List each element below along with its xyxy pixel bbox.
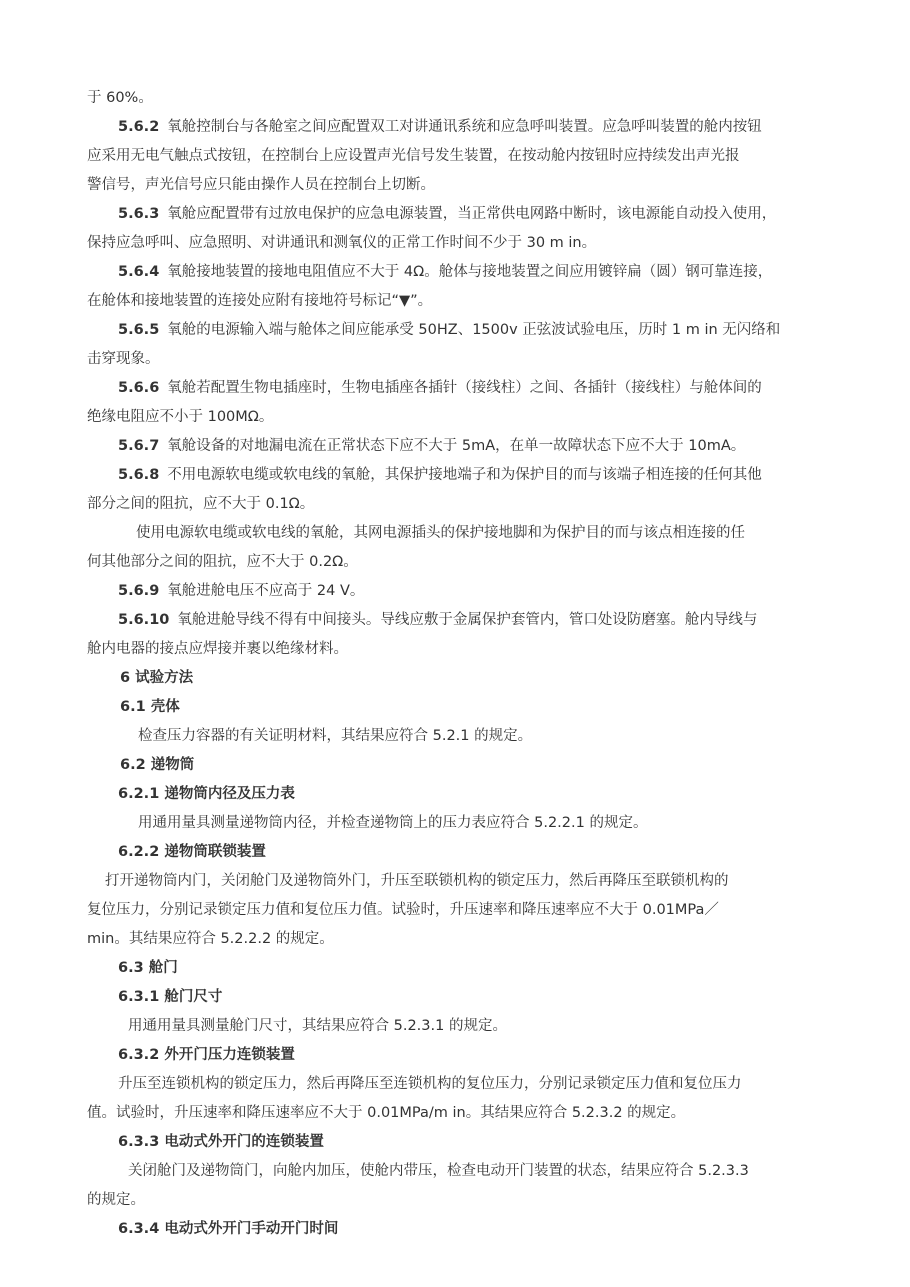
text-line bbox=[0, 316, 910, 345]
body-text: 警信号，声光信号应只能由操作人员在控制台上切断。 bbox=[87, 177, 435, 193]
document-page bbox=[0, 84, 910, 1244]
text-line bbox=[0, 229, 910, 258]
body-text: 于 60%。 bbox=[87, 90, 153, 106]
section-heading bbox=[0, 664, 910, 693]
text-line bbox=[0, 258, 910, 287]
body-text: 用通用量具测量舱门尺寸，其结果应符合 5.2.3.1 的规定。 bbox=[128, 1018, 507, 1034]
text-line bbox=[0, 867, 910, 896]
body-text: 氧舱接地装置的接地电阻值应不大于 4Ω。舱体与接地装置之间应用镀锌扁（圆）钢可靠连接， bbox=[167, 264, 773, 280]
text-line bbox=[0, 374, 910, 403]
heading-text: 6.3.2 外开门压力连锁装置 bbox=[118, 1047, 295, 1063]
body-text: 保持应急呼叫、应急照明、对讲通讯和测氧仪的正常工作时间不少于 30 m in。 bbox=[87, 235, 597, 251]
text-line bbox=[0, 403, 910, 432]
body-text: 部分之间的阻抗，应不大于 0.1Ω。 bbox=[87, 496, 315, 512]
body-text: 复位压力，分别记录锁定压力值和复位压力值。试验时，升压速率和降压速率应不大于 0.01MPa／ bbox=[87, 902, 719, 918]
clause-number: 5.6.6 bbox=[118, 380, 160, 396]
body-text: 打开递物筒内门，关闭舱门及递物筒外门，升压至联锁机构的锁定压力，然后再降压至联锁机构的 bbox=[105, 873, 729, 889]
body-text: 关闭舱门及递物筒门，向舱内加压，使舱内带压，检查电动开门装置的状态，结果应符合 5.2.3.3 bbox=[128, 1163, 749, 1179]
heading-text: 6.3.3 电动式外开门的连锁装置 bbox=[118, 1134, 324, 1150]
text-line bbox=[0, 461, 910, 490]
heading-text: 6.2 递物筒 bbox=[120, 757, 195, 773]
text-line bbox=[0, 722, 910, 751]
body-text: 检查压力容器的有关证明材料，其结果应符合 5.2.1 的规定。 bbox=[138, 728, 533, 744]
text-line bbox=[0, 432, 910, 461]
body-text: 氧舱的电源输入端与舱体之间应能承受 50HZ、1500v 正弦波试验电压，历时 1 m in 无闪络和 bbox=[167, 322, 781, 338]
text-line bbox=[0, 896, 910, 925]
body-text: 升压至连锁机构的锁定压力，然后再降压至连锁机构的复位压力，分别记录锁定压力值和复位压力 bbox=[118, 1076, 742, 1092]
section-heading bbox=[0, 693, 910, 722]
text-line bbox=[0, 490, 910, 519]
text-line bbox=[0, 200, 910, 229]
body-text: 氧舱控制台与各舱室之间应配置双工对讲通讯系统和应急呼叫装置。应急呼叫装置的舱内按钮 bbox=[167, 119, 762, 135]
text-line bbox=[0, 925, 910, 954]
section-heading bbox=[0, 1041, 910, 1070]
body-text: 何其他部分之间的阻抗，应不大于 0.2Ω。 bbox=[87, 554, 358, 570]
section-heading bbox=[0, 751, 910, 780]
heading-text: 6.3.1 舱门尺寸 bbox=[118, 989, 223, 1005]
body-text: 氧舱若配置生物电插座时，生物电插座各插针（接线柱）之间、各插针（接线柱）与舱体间的 bbox=[167, 380, 762, 396]
body-text: 氧舱进舱电压不应高于 24 V。 bbox=[167, 583, 365, 599]
clause-number: 5.6.4 bbox=[118, 264, 160, 280]
body-text: 使用电源软电缆或软电线的氧舱，其网电源插头的保护接地脚和为保护目的而与该点相连接的任 bbox=[136, 525, 745, 541]
text-line bbox=[0, 287, 910, 316]
text-line bbox=[0, 142, 910, 171]
body-text: 舱内电器的接点应焊接并裹以绝缘材料。 bbox=[87, 641, 348, 657]
body-text: 在舱体和接地装置的连接处应附有接地符号标记“▼”。 bbox=[87, 293, 433, 309]
text-line bbox=[0, 606, 910, 635]
text-line bbox=[0, 809, 910, 838]
clause-number: 5.6.9 bbox=[118, 583, 160, 599]
text-line bbox=[0, 548, 910, 577]
body-text: 氧舱设备的对地漏电流在正常状态下应不大于 5mA，在单一故障状态下应不大于 10mA。 bbox=[167, 438, 746, 454]
text-line bbox=[0, 171, 910, 200]
text-line bbox=[0, 577, 910, 606]
text-line bbox=[0, 84, 910, 113]
text-line bbox=[0, 519, 910, 548]
text-line bbox=[0, 1157, 910, 1186]
body-text: min。其结果应符合 5.2.2.2 的规定。 bbox=[87, 931, 334, 947]
text-line bbox=[0, 345, 910, 374]
text-line bbox=[0, 1099, 910, 1128]
body-text: 值。试验时，升压速率和降压速率应不大于 0.01MPa/m in。其结果应符合 5.2.3.2 的规定。 bbox=[87, 1105, 686, 1121]
clause-number: 5.6.10 bbox=[118, 612, 170, 628]
clause-number: 5.6.2 bbox=[118, 119, 160, 135]
section-heading bbox=[0, 1215, 910, 1244]
section-heading bbox=[0, 838, 910, 867]
text-line bbox=[0, 635, 910, 664]
section-heading bbox=[0, 780, 910, 809]
clause-number: 5.6.8 bbox=[118, 467, 160, 483]
text-line bbox=[0, 1186, 910, 1215]
heading-text: 6 试验方法 bbox=[120, 670, 194, 686]
section-heading bbox=[0, 983, 910, 1012]
body-text: 应采用无电气触点式按钮，在控制台上应设置声光信号发生装置，在按动舱内按钮时应持续发出声光报 bbox=[87, 148, 740, 164]
clause-number: 5.6.7 bbox=[118, 438, 160, 454]
body-text: 不用电源软电缆或软电线的氧舱，其保护接地端子和为保护目的而与该端子相连接的任何其他 bbox=[167, 467, 762, 483]
heading-text: 6.2.2 递物筒联锁装置 bbox=[118, 844, 266, 860]
section-heading bbox=[0, 954, 910, 983]
body-text: 用通用量具测量递物筒内径，并检查递物筒上的压力表应符合 5.2.2.1 的规定。 bbox=[138, 815, 648, 831]
body-text: 绝缘电阻应不小于 100MΩ。 bbox=[87, 409, 274, 425]
body-text: 击穿现象。 bbox=[87, 351, 160, 367]
body-text: 氧舱进舱导线不得有中间接头。导线应敷于金属保护套管内，管口处设防磨塞。舱内导线与 bbox=[177, 612, 758, 628]
heading-text: 6.2.1 递物筒内径及压力表 bbox=[118, 786, 295, 802]
text-line bbox=[0, 1012, 910, 1041]
heading-text: 6.3.4 电动式外开门手动开门时间 bbox=[118, 1221, 339, 1237]
body-text: 的规定。 bbox=[87, 1192, 145, 1208]
text-line bbox=[0, 113, 910, 142]
heading-text: 6.3 舱门 bbox=[118, 960, 178, 976]
clause-number: 5.6.3 bbox=[118, 206, 160, 222]
clause-number: 5.6.5 bbox=[118, 322, 160, 338]
heading-text: 6.1 壳体 bbox=[120, 699, 180, 715]
section-heading bbox=[0, 1128, 910, 1157]
text-line bbox=[0, 1070, 910, 1099]
body-text: 氧舱应配置带有过放电保护的应急电源装置，当正常供电网路中断时，该电源能自动投入使用， bbox=[167, 206, 777, 222]
